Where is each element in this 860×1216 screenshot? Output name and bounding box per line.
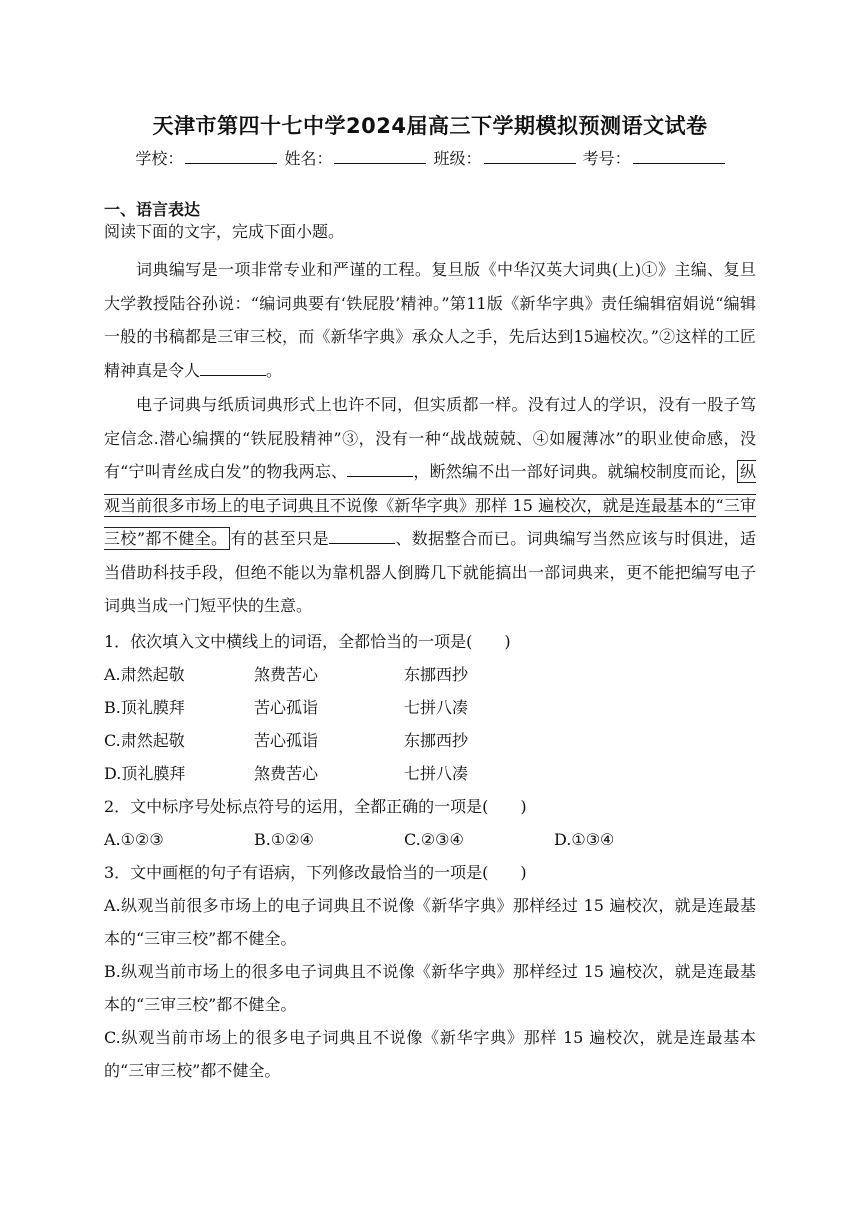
- class-label: 班级：: [433, 149, 482, 168]
- question-2-options: [104, 823, 764, 856]
- passage-paragraph-1: [104, 253, 756, 387]
- question-2-option-c[interactable]: C.②③④: [404, 830, 464, 849]
- passage-p2-text-b: ，断然编不出一部好词典。就编校制度而论，: [413, 462, 737, 481]
- question-3-option-c[interactable]: C.纵观当前市场上的很多电子词典且不说像《新华字典》那样 15 遍校次，就是连最基本的“三审三校”都不健全。: [104, 1028, 756, 1080]
- option-text: 苦心孤诣: [254, 698, 319, 717]
- school-field: [135, 146, 277, 169]
- passage-paragraph-2: [104, 388, 756, 623]
- fill-blank-3[interactable]: [329, 528, 395, 544]
- question-2-option-a[interactable]: A.①②③: [104, 830, 164, 849]
- question-1-stem: 1．依次填入文中横线上的词语，全都恰当的一项是( ): [104, 632, 511, 651]
- passage-p1-end: 。: [266, 360, 283, 380]
- question-1-option-d[interactable]: [104, 757, 764, 790]
- passage-p2-text-c: 有的甚至只是: [230, 529, 329, 548]
- option-text: 煞费苦心: [254, 665, 319, 684]
- passage-p2-text-a: 电子词典与纸质词典形式上也许不同，但实质都一样。没有过人的学识，没有一股子笃定信念.潜心编撰的“铁屁股精神”③，没有一种“战战兢兢、④如履薄冰”的职业使命感，没有“宁叫青丝成白发”的物我两忘、: [104, 395, 756, 481]
- option-text: 七拼八凑: [404, 698, 469, 717]
- name-label: 姓名：: [284, 149, 333, 168]
- option-text: 东挪西抄: [404, 665, 469, 684]
- name-field: [284, 146, 426, 169]
- passage-p2-text-d: 、数据整合而已。词典编写当然应该与时俱进，适当借助科技手段，但绝不能以为靠机器人倒腾几下就能搞出一部词典来，更不能把编写电子词典当成一门短平快的生意。: [104, 529, 756, 615]
- question-3-option-b[interactable]: B.纵观当前市场上的很多电子词典且不说像《新华字典》那样经过 15 遍校次，就是连最基本的“三审三校”都不健全。: [104, 962, 756, 1014]
- question-1-option-b[interactable]: [104, 691, 764, 724]
- option-text: 东挪西抄: [404, 731, 469, 750]
- question-2-stem: 2．文中标序号处标点符号的运用，全都正确的一项是( ): [104, 797, 527, 816]
- option-text: 煞费苦心: [254, 764, 319, 783]
- fill-blank-1[interactable]: [200, 360, 266, 376]
- passage-p1-text: 词典编写是一项非常专业和严谨的工程。复旦版《中华汉英大词典(上)①》主编、复旦大学教授陆谷孙说：“编词典要有‘铁屁股’精神。”第11版《新华字典》责任编辑宿娟说“编辑一般的书稿都是三审三校，而《新华字典》承众人之手，先后达到15遍校次。”②这样的工匠精神真是令人: [104, 260, 756, 380]
- option-text: D.顶礼膜拜: [104, 764, 186, 783]
- option-text: A.肃然起敬: [104, 665, 185, 684]
- option-text: 七拼八凑: [404, 764, 469, 783]
- school-label: 学校：: [135, 149, 184, 168]
- boxed-sentence: 纵观当前很多市场上的电子词典且不说像《新华字典》那样 15 遍校次，就是连最基本的“三审三校”都不健全。: [104, 462, 756, 548]
- school-blank[interactable]: [185, 147, 277, 164]
- question-3-option-a[interactable]: A.纵观当前很多市场上的电子词典且不说像《新华字典》那样经过 15 遍校次，就是连最基本的“三审三校”都不健全。: [104, 896, 756, 948]
- questions: [104, 625, 764, 1087]
- question-1-option-c[interactable]: [104, 724, 764, 757]
- question-1-option-a[interactable]: [104, 658, 764, 691]
- student-info-line: [0, 146, 860, 169]
- name-blank[interactable]: [334, 147, 426, 164]
- question-3-stem: 3．文中画框的句子有语病，下列修改最恰当的一项是( ): [104, 863, 527, 882]
- fill-blank-2[interactable]: [347, 461, 413, 477]
- instruction-text: 阅读下面的文字，完成下面小题。: [104, 222, 345, 241]
- number-field: [583, 146, 725, 169]
- page-title: 天津市第四十七中学2024届高三下学期模拟预测语文试卷: [152, 114, 708, 138]
- option-text: C.肃然起敬: [104, 731, 185, 750]
- section-heading: 一、语言表达: [104, 200, 201, 219]
- number-label: 考号：: [582, 149, 631, 168]
- question-2-option-b[interactable]: B.①②④: [254, 830, 314, 849]
- number-blank[interactable]: [633, 147, 725, 164]
- option-text: B.顶礼膜拜: [104, 698, 185, 717]
- question-2-option-d[interactable]: D.①③④: [554, 830, 615, 849]
- option-text: 苦心孤诣: [254, 731, 319, 750]
- class-blank[interactable]: [484, 147, 576, 164]
- class-field: [434, 146, 576, 169]
